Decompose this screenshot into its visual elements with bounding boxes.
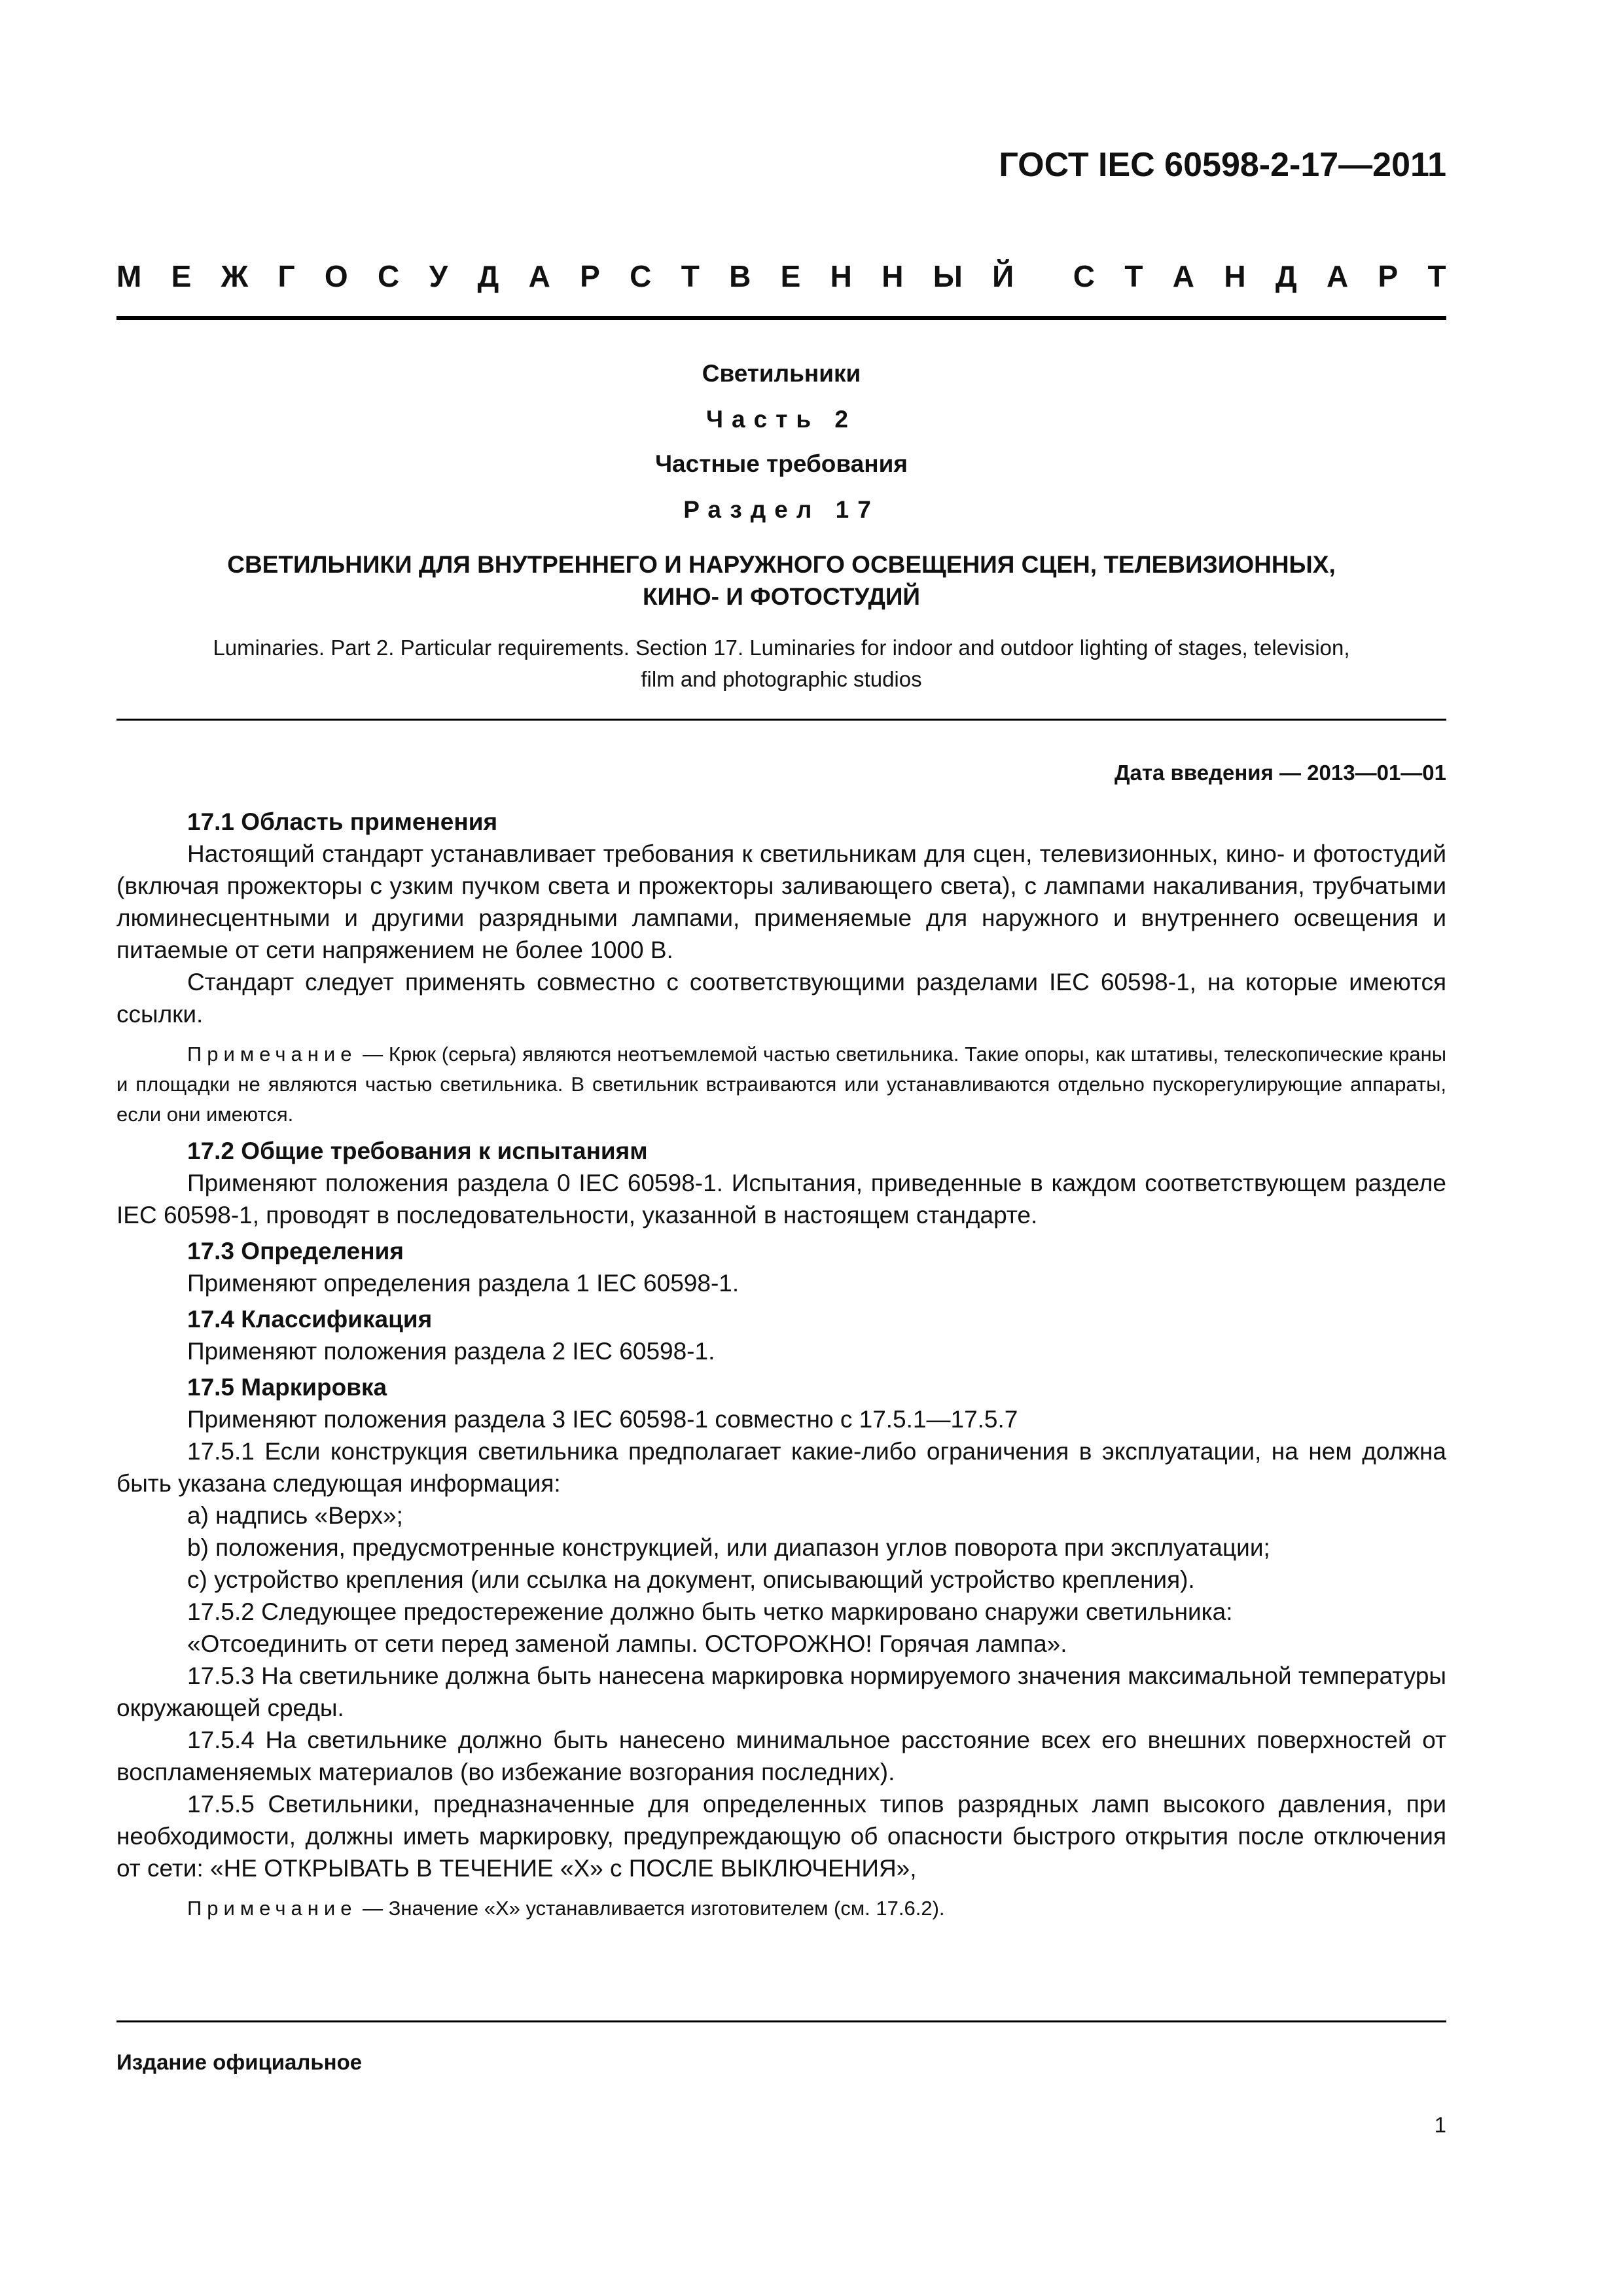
section-heading: 17.2 Общие требования к испытаниям	[187, 1138, 648, 1164]
paragraph: Применяют положения раздела 0 IEC 60598-1. Испытания, приведенные в каждом соответствующем разделе IEC 60598-1, проводят в последовательности, указанной в настоящем стандарте.	[116, 1170, 1446, 1229]
note-text: — Значение «X» устанавливается изготовителем (см. 17.6.2).	[357, 1897, 945, 1920]
section-heading: 17.3 Определения	[187, 1238, 404, 1265]
main-title-line: КИНО- И ФОТОСТУДИЙ	[642, 583, 921, 610]
note	[116, 1039, 1446, 1130]
introduction-date: Дата введения — 2013—01—01	[1115, 761, 1446, 785]
heading-letter: У	[429, 259, 448, 293]
note-text: — Крюк (серьга) являются неотъемлемой частью светильника. Такие опоры, как штативы, телескопические краны и площадки не являются частью светильника. В светильник встраиваются или устанавливаются отдельно пускорегулирующие аппараты, если они имеются.	[116, 1043, 1446, 1126]
section-heading: 17.1 Область применения	[187, 808, 498, 835]
heading-letter: В	[729, 259, 751, 293]
main-title-line: СВЕТИЛЬНИКИ ДЛЯ ВНУТРЕННЕГО И НАРУЖНОГО ОСВЕЩЕНИЯ СЦЕН, ТЕЛЕВИЗИОННЫХ,	[227, 551, 1336, 578]
page-number: 1	[1434, 2113, 1446, 2137]
heading-letter: Ы	[933, 259, 963, 293]
heading-letter: Т	[1124, 259, 1143, 293]
heading-letter: Н	[882, 259, 904, 293]
heading-letter: Ж	[221, 259, 249, 293]
paragraph: 17.5.1 Если конструкция светильника предполагает какие-либо ограничения в эксплуатации, на нем должна быть указана следующая информация:	[116, 1438, 1446, 1497]
paragraph: 17.5.3 На светильнике должна быть нанесена маркировка нормируемого значения максимальной температуры окружающей среды.	[116, 1662, 1446, 1721]
title-line1: Светильники	[702, 360, 861, 387]
heading-letter: С	[630, 259, 652, 293]
paragraph: Применяют положения раздела 3 IEC 60598-1 совместно с 17.5.1—17.5.7	[187, 1406, 1018, 1433]
main-title	[116, 548, 1446, 613]
heading-letter: С	[378, 259, 400, 293]
standard-heading	[116, 259, 1446, 294]
paragraph: Стандарт следует применять совместно с соответствующими разделами IEC 60598-1, на которые имеются ссылки.	[116, 969, 1446, 1028]
heading-letter: Г	[277, 259, 295, 293]
list-item: a) надпись «Верх»;	[187, 1502, 403, 1529]
section-heading: 17.4 Классификация	[187, 1306, 433, 1333]
heading-letter: Д	[477, 259, 499, 293]
heading-letter: А	[1172, 259, 1194, 293]
heading-letter: Е	[780, 259, 801, 293]
footer-rule	[116, 2020, 1446, 2022]
note	[116, 1893, 1446, 1924]
heading-letter: А	[1326, 259, 1349, 293]
heading-letter: О	[324, 259, 348, 293]
official-edition-label: Издание официальное	[116, 2050, 363, 2074]
heading-rule	[116, 316, 1446, 320]
heading-letter: Й	[992, 259, 1014, 293]
heading-letter: А	[528, 259, 550, 293]
title-rule	[116, 719, 1446, 721]
title-line3: Частные требования	[655, 450, 908, 477]
list-item: c) устройство крепления (или ссылка на документ, описывающий устройство крепления).	[187, 1566, 1195, 1593]
paragraph: 17.5.4 На светильнике должно быть нанесено минимальное расстояние всех его внешних поверхностей от воспламеняемых материалов (во избежание возгорания последних).	[116, 1727, 1446, 1785]
paragraph: Настоящий стандарт устанавливает требования к светильникам для сцен, телевизионных, кино- и фотостудий (включая прожекторы с узким пучком света и прожекторы заливающего света), с лампами накаливания, трубчатыми люминесцентными и другими разрядными лампами, применяемые для наружного и внутреннего освещения и питаемые от сети напряжением не более 1000 В.	[116, 840, 1446, 963]
paragraph: «Отсоединить от сети перед заменой лампы. ОСТОРОЖНО! Горячая лампа».	[187, 1630, 1067, 1657]
paragraph: 17.5.5 Светильники, предназначенные для определенных типов разрядных ламп высокого давления, при необходимости, должны иметь маркировку, предупреждающую об опасности быстрого открытия после отключения от сети: «НЕ ОТКРЫВАТЬ В ТЕЧЕНИЕ «X» с ПОСЛЕ ВЫКЛЮЧЕНИЯ»,	[116, 1791, 1446, 1882]
heading-letter: Р	[580, 259, 600, 293]
paragraph: Применяют определения раздела 1 IEC 60598-1.	[187, 1270, 740, 1297]
body-text	[116, 802, 1446, 1929]
section-heading: 17.5 Маркировка	[187, 1374, 387, 1401]
note-label: Примечание	[187, 1043, 357, 1066]
title-section: Раздел 17	[683, 496, 880, 523]
heading-letter: Н	[830, 259, 852, 293]
heading-letter: Р	[1378, 259, 1399, 293]
heading-letter: Т	[681, 259, 700, 293]
heading-letter: Е	[171, 259, 192, 293]
heading-letter: Т	[1427, 259, 1446, 293]
list-item: b) положения, предусмотренные конструкцией, или диапазон углов поворота при эксплуатации;	[187, 1534, 1270, 1561]
title-part: Часть 2	[706, 406, 857, 433]
heading-letter: М	[116, 259, 142, 293]
heading-letter: С	[1073, 259, 1096, 293]
heading-letter: Д	[1275, 259, 1297, 293]
english-title-line: Luminaries. Part 2. Particular requirements. Section 17. Luminaries for indoor and outdoor lighting of stages, television,	[213, 636, 1350, 660]
english-title	[116, 632, 1446, 695]
gost-code: ГОСТ IEC 60598-2-17—2011	[999, 146, 1446, 184]
heading-letter: Н	[1224, 259, 1246, 293]
english-title-line: film and photographic studios	[641, 667, 922, 691]
paragraph: Применяют положения раздела 2 IEC 60598-1.	[187, 1338, 715, 1365]
paragraph: 17.5.2 Следующее предостережение должно быть четко маркировано снаружи светильника:	[187, 1598, 1233, 1625]
note-label: Примечание	[187, 1897, 357, 1920]
